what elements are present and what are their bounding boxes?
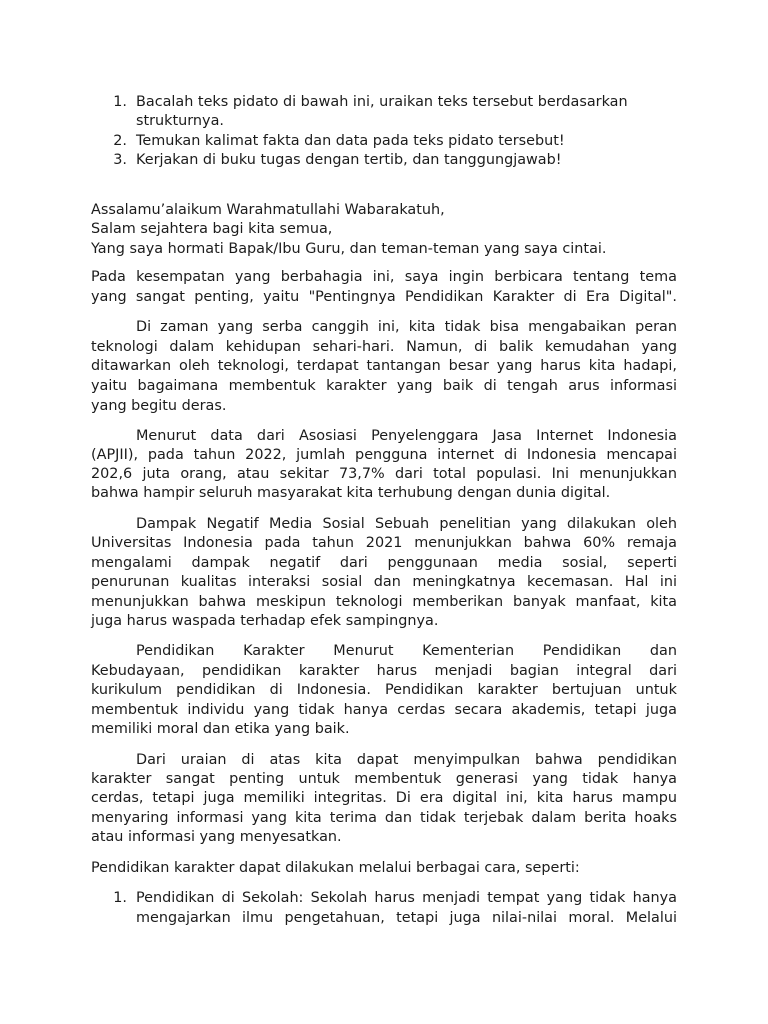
paragraph-line: Pendidikan karakter dapat dilakukan melalui berbagai cara, seperti: [91,860,580,876]
paragraph-line: menunjukkan bahwa meskipun teknologi memberikan banyak manfaat, kita [91,594,677,610]
paragraph-line: atau informasi yang menyesatkan. [91,829,342,845]
paragraph-line: 202,6 juta orang, atau sekitar 73,7% dari total populasi. Ini menunjukkan [91,466,677,482]
list-number: 1. [113,94,127,110]
instruction-text-line: Bacalah teks pidato di bawah ini, uraikan teks tersebut berdasarkan [136,94,628,110]
paragraph-line: Pada kesempatan yang berbahagia ini, saya ingin berbicara tentang tema [91,269,677,285]
paragraph-line: Menurut data dari Asosiasi Penyelenggara Jasa Internet Indonesia [136,428,677,444]
instruction-text-line: Temukan kalimat fakta dan data pada teks pidato tersebut! [136,133,565,149]
paragraph-line: Di zaman yang serba canggih ini, kita tidak bisa mengabaikan peran [136,319,677,335]
paragraph-line: kurikulum pendidikan di Indonesia. Pendidikan karakter bertujuan untuk [91,682,677,698]
paragraph-line: membentuk individu yang tidak hanya cerdas secara akademis, tetapi juga [91,702,677,718]
paragraph-line: cerdas, tetapi juga memiliki integritas. Di era digital ini, kita harus mampu [91,790,677,806]
list-number: 1. [113,890,127,906]
paragraph-line: Dari uraian di atas kita dapat menyimpulkan bahwa pendidikan [136,752,677,768]
list-number: 2. [113,133,127,149]
greeting-line: Yang saya hormati Bapak/Ibu Guru, dan teman-teman yang saya cintai. [91,241,607,257]
instruction-text-line: Kerjakan di buku tugas dengan tertib, dan tanggungjawab! [136,152,562,168]
paragraph-line: mengalami dampak negatif dari penggunaan media sosial, seperti [91,555,677,571]
paragraph-line: penurunan kualitas interaksi sosial dan meningkatnya kecemasan. Hal ini [91,574,677,590]
paragraph-line: yaitu bagaimana membentuk karakter yang baik di tengah arus informasi [91,378,677,394]
paragraph-line: menyaring informasi yang kita terima dan tidak terjebak dalam berita hoaks [91,810,677,826]
paragraph-line: juga harus waspada terhadap efek sampingnya. [91,613,439,629]
paragraph-line: Pendidikan Karakter Menurut Kementerian Pendidikan dan [136,643,677,659]
greeting-line: Assalamu’alaikum Warahmatullahi Wabarakatuh, [91,202,445,218]
paragraph-line: Kebudayaan, pendidikan karakter harus menjadi bagian integral dari [91,663,677,679]
paragraph-line: Universitas Indonesia pada tahun 2021 menunjukkan bahwa 60% remaja [91,535,677,551]
instruction-text-line: strukturnya. [136,113,224,129]
paragraph-line: teknologi dalam kehidupan sehari-hari. Namun, di balik kemudahan yang [91,339,677,355]
paragraph-line: memiliki moral dan etika yang baik. [91,721,350,737]
method-text-line: mengajarkan ilmu pengetahuan, tetapi juga nilai-nilai moral. Melalui [136,910,677,926]
paragraph-line: bahwa hampir seluruh masyarakat kita terhubung dengan dunia digital. [91,485,611,501]
paragraph-line: (APJII), pada tahun 2022, jumlah pengguna internet di Indonesia mencapai [91,447,677,463]
paragraph-line: Dampak Negatif Media Sosial Sebuah penelitian yang dilakukan oleh [136,516,677,532]
paragraph-line: yang begitu deras. [91,398,227,414]
greeting-line: Salam sejahtera bagi kita semua, [91,221,333,237]
method-text-line: Pendidikan di Sekolah: Sekolah harus menjadi tempat yang tidak hanya [136,890,677,906]
paragraph-line: karakter sangat penting untuk membentuk generasi yang tidak hanya [91,771,677,787]
paragraph-line: ditawarkan oleh teknologi, terdapat tantangan besar yang harus kita hadapi, [91,358,677,374]
paragraph-line: yang sangat penting, yaitu "Pentingnya Pendidikan Karakter di Era Digital". [91,289,677,305]
list-number: 3. [113,152,127,168]
